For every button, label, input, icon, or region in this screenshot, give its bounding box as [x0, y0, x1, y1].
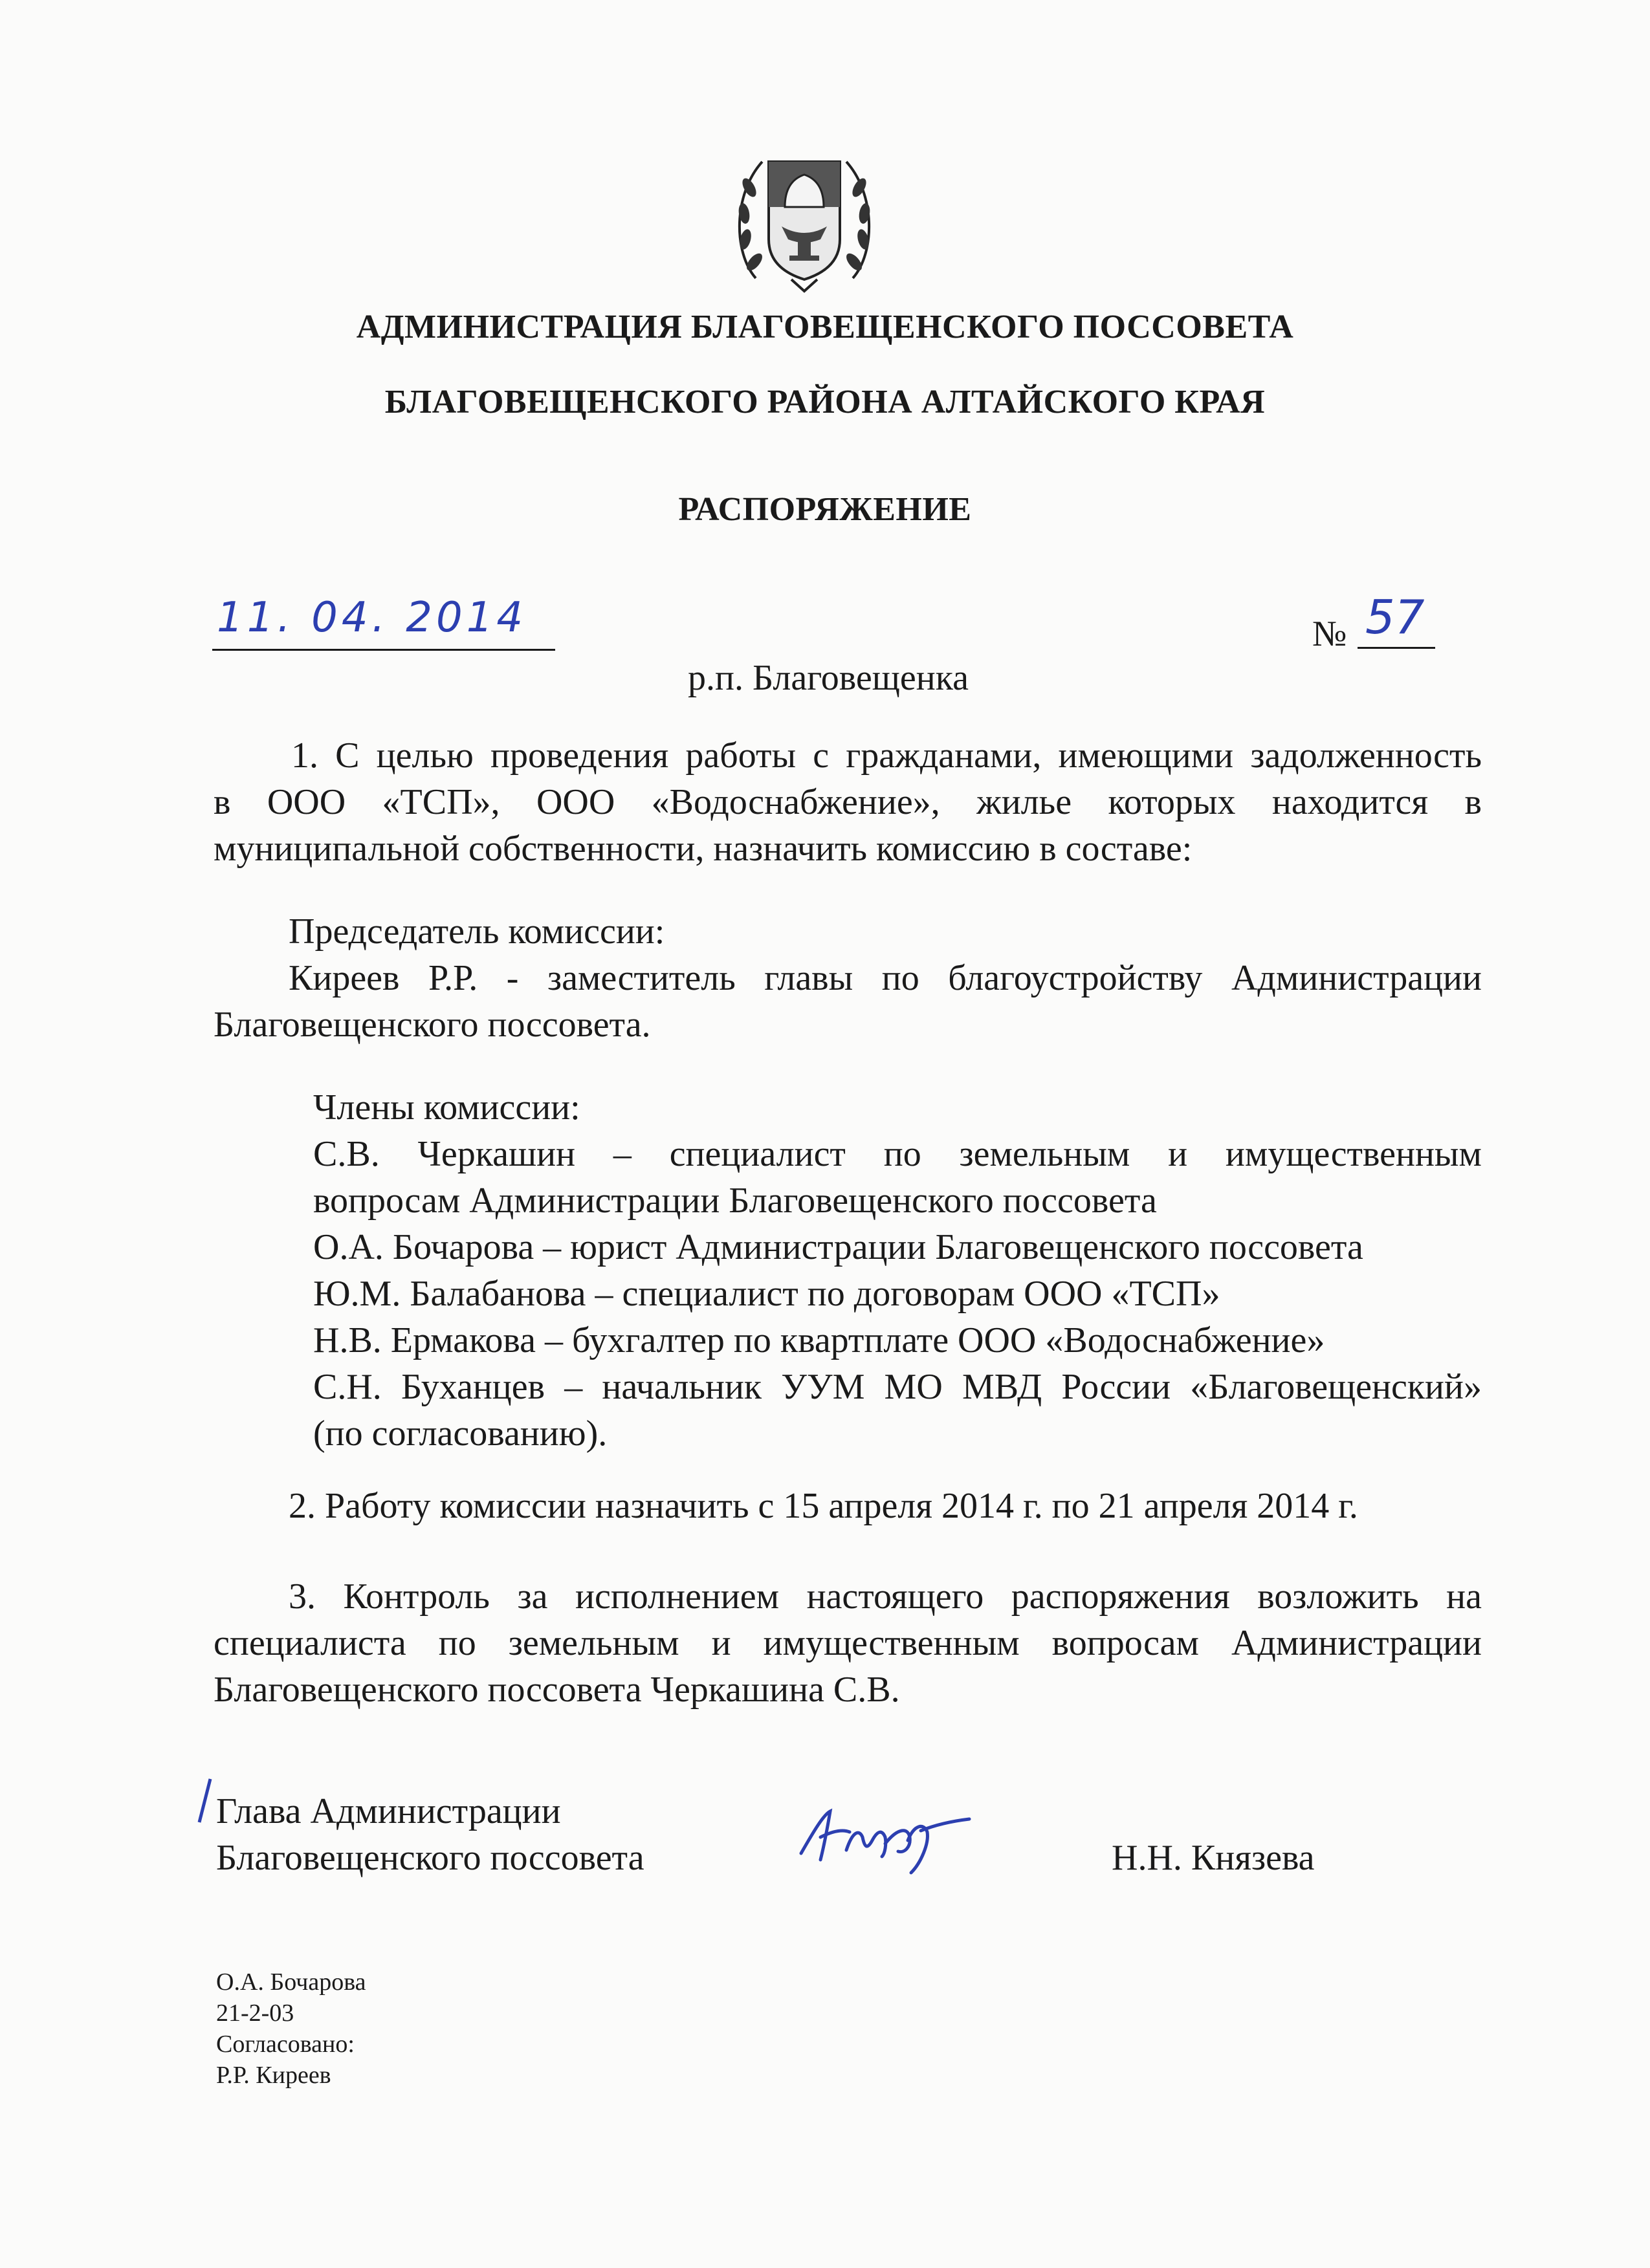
signatory-title-line1: Глава Администрации	[216, 1791, 561, 1831]
handwritten-signature-icon	[795, 1792, 976, 1886]
paragraph-members	[313, 1084, 1482, 1457]
item1-line1: 1. С целью проведения работы с гражданами, имеющими задолженность	[291, 736, 1482, 776]
signatory-name: Н.Н. Князева	[1112, 1838, 1315, 1878]
paragraph-item2	[214, 1483, 1482, 1529]
chair-line2: Благовещенского поссовета.	[214, 1005, 651, 1045]
item2-line: 2. Работу комиссии назначить с 15 апреля 2014 г. по 21 апреля 2014 г.	[289, 1486, 1358, 1526]
number-label: №	[1312, 614, 1347, 654]
member-line: (по согласованию).	[313, 1413, 608, 1454]
org-title-line1: АДМИНИСТРАЦИЯ БЛАГОВЕЩЕНСКОГО ПОССОВЕТА	[356, 309, 1294, 345]
member-line: С.В. Черкашин – специалист по земельным и имущественным	[313, 1134, 1482, 1174]
chair-line1: Киреев Р.Р. - заместитель главы по благоустройству Администрации	[289, 958, 1482, 998]
signature-tick-mark	[194, 1776, 214, 1831]
member-line: Н.В. Ермакова – бухгалтер по квартплате ООО «Водоснабжение»	[313, 1320, 1325, 1360]
footer-line: О.А. Бочарова	[216, 1968, 366, 1996]
chair-label: Председатель комиссии:	[289, 911, 665, 952]
member-line: Ю.М. Балабанова – специалист по договорам ООО «ТСП»	[313, 1274, 1220, 1314]
footer-line: 21-2-03	[216, 2000, 294, 2027]
date-underline	[212, 649, 555, 651]
signatory-title	[216, 1788, 644, 1881]
members-label: Члены комиссии:	[313, 1087, 580, 1128]
item3-line1: 3. Контроль за исполнением настоящего распоряжения возложить на	[289, 1576, 1482, 1617]
document-number: 57	[1365, 590, 1425, 644]
footer-line: Р.Р. Киреев	[216, 2062, 331, 2089]
footer-line: Согласовано:	[216, 2031, 355, 2058]
signatory-title-line2: Благовещенского поссовета	[216, 1838, 644, 1878]
org-title-line2: БЛАГОВЕЩЕНСКОГО РАЙОНА АЛТАЙСКОГО КРАЯ	[384, 384, 1266, 420]
member-line: вопросам Администрации Благовещенского поссовета	[313, 1181, 1157, 1221]
number-underline	[1358, 647, 1435, 649]
item3-line3: Благовещенского поссовета Черкашина С.В.	[214, 1670, 900, 1710]
item3-line2: специалиста по земельным и имущественным вопросам Администрации	[214, 1623, 1482, 1663]
paragraph-item1	[214, 732, 1482, 872]
item1-line3: муниципальной собственности, назначить комиссию в составе:	[214, 829, 1193, 869]
footer-notes	[216, 1967, 366, 2091]
document-date: 11. 04. 2014	[217, 594, 527, 642]
coat-of-arms-icon	[730, 142, 879, 298]
paragraph-chair	[214, 908, 1482, 1048]
document-type-title: РАСПОРЯЖЕНИЕ	[678, 491, 972, 528]
paragraph-item3	[214, 1573, 1482, 1713]
member-line: С.Н. Буханцев – начальник УУМ МО МВД России «Благовещенский»	[313, 1367, 1482, 1407]
member-line: О.А. Бочарова – юрист Администрации Благовещенского поссовета	[313, 1227, 1363, 1267]
item1-line2: в ООО «ТСП», ООО «Водоснабжение», жилье которых находится в	[214, 782, 1482, 822]
place: р.п. Благовещенка	[688, 658, 969, 698]
